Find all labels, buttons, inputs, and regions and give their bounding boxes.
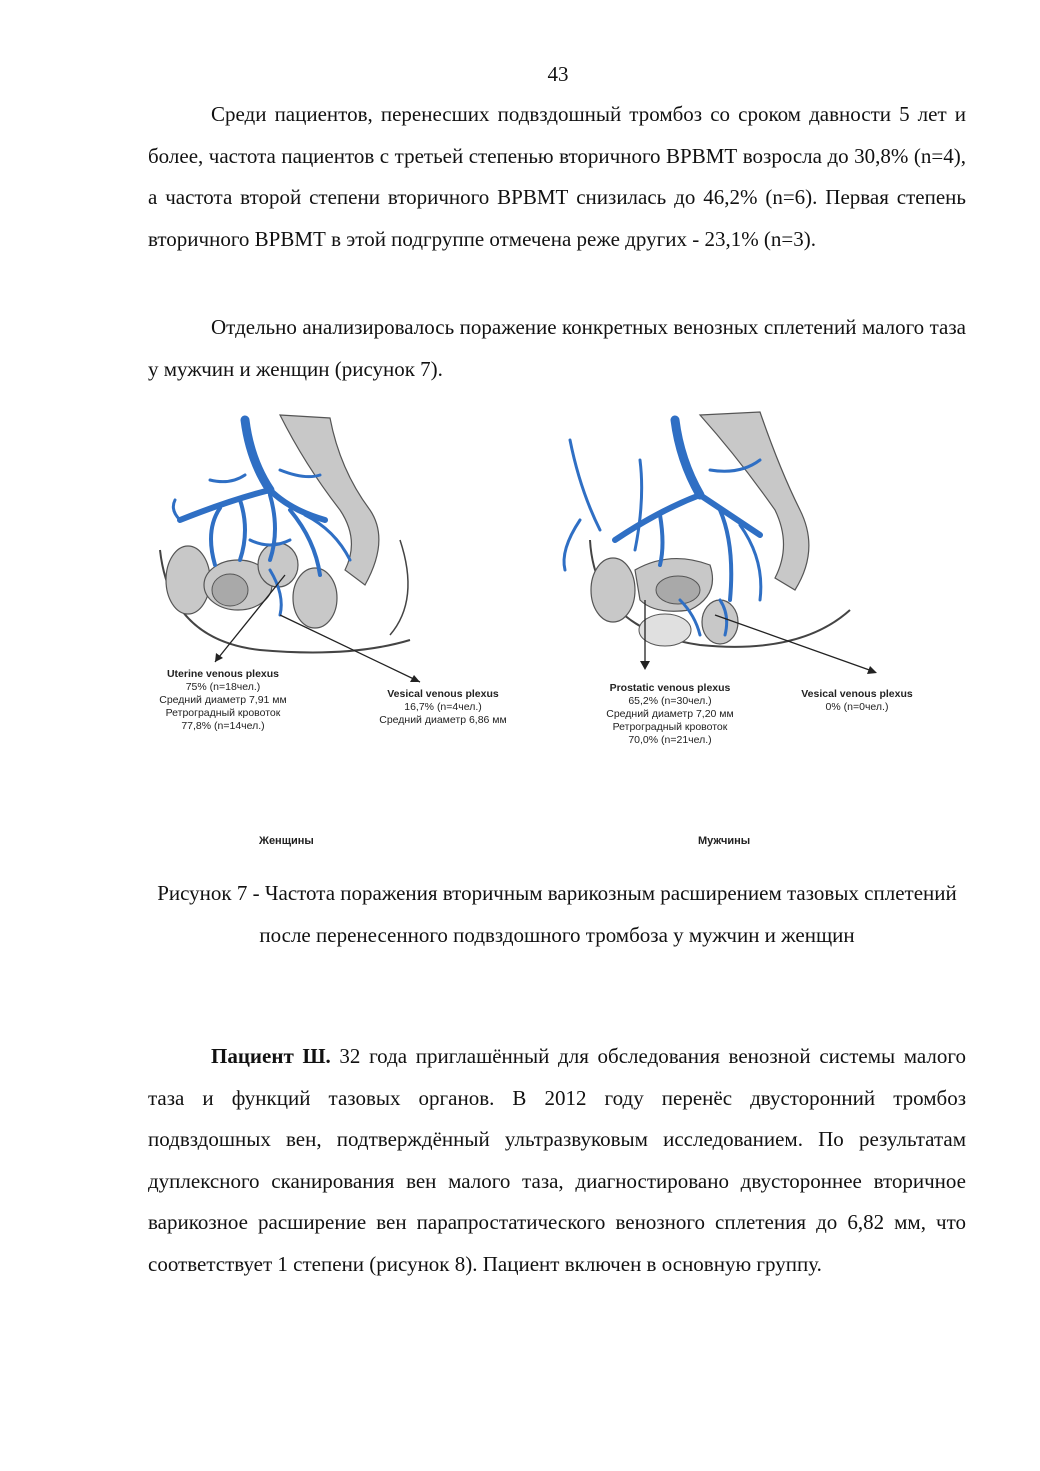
female-pelvis-diagram (160, 415, 420, 682)
patient-description: 32 года приглашённый для обследования венозной системы малого таза и функций тазовых органов. В 2012 году перенёс двусторонний тромбоз подвздошных вен, подтверждённый ультразвуковым исследованием. По результатам дуплексного сканирования вен малого таза, диагностировано двустороннее вторичное варикозное расширение вен парапростатического венозного сплетения до 6,82 мм, что соответствует 1 степени (рисунок 8). Пациент включен в основную группу. (148, 1044, 966, 1276)
paragraph-2: Отдельно анализировалось поражение конкретных венозных сплетений малого таза у мужчин и женщин (рисунок 7). (148, 315, 966, 381)
page-number: 43 (547, 62, 569, 86)
figure-caption: Рисунок 7 - Частота поражения вторичным варикозным расширением тазовых сплетений после перенесенного подвздошного тромбоза у мужчин и женщин (157, 881, 957, 947)
men-label: Мужчины (698, 835, 751, 847)
male-pelvis-diagram (564, 412, 877, 674)
figure-7 (120, 400, 940, 870)
female-vesical-plexus-label: Vesical venous plexus 16,7% (n=4чел.) Средний диаметр 6,86 мм (379, 688, 507, 726)
pelvic-anatomy-illustration (120, 400, 940, 870)
paragraph-1: Среди пациентов, перенесших подвздошный тромбоз со сроком давности 5 лет и более, частота пациентов с третьей степенью вторичного ВРВМТ возросла до 30,8% (n=4), а частота второй степени вторичного ВРВМТ снизилась до 46,2% (n=6). Первая степень вторичного ВРВМТ в этой подгруппе отмечена реже других - 23,1% (n=3). (148, 102, 966, 251)
prostatic-plexus-label: Prostatic venous plexus 65,2% (n=30чел.) Средний диаметр 7,20 мм Ретроградный кровоток 70,0% (n=21чел.) (606, 682, 734, 746)
patient-name: Пациент Ш. (211, 1044, 331, 1068)
women-label: Женщины (259, 835, 314, 847)
paragraph-3 (148, 1036, 966, 1285)
uterine-plexus-label: Uterine venous plexus 75% (n=18чел.) Средний диаметр 7,91 мм Ретроградный кровоток 77,8% (n=14чел.) (159, 668, 287, 732)
male-vesical-plexus-label: Vesical venous plexus 0% (n=0чел.) (801, 688, 913, 713)
